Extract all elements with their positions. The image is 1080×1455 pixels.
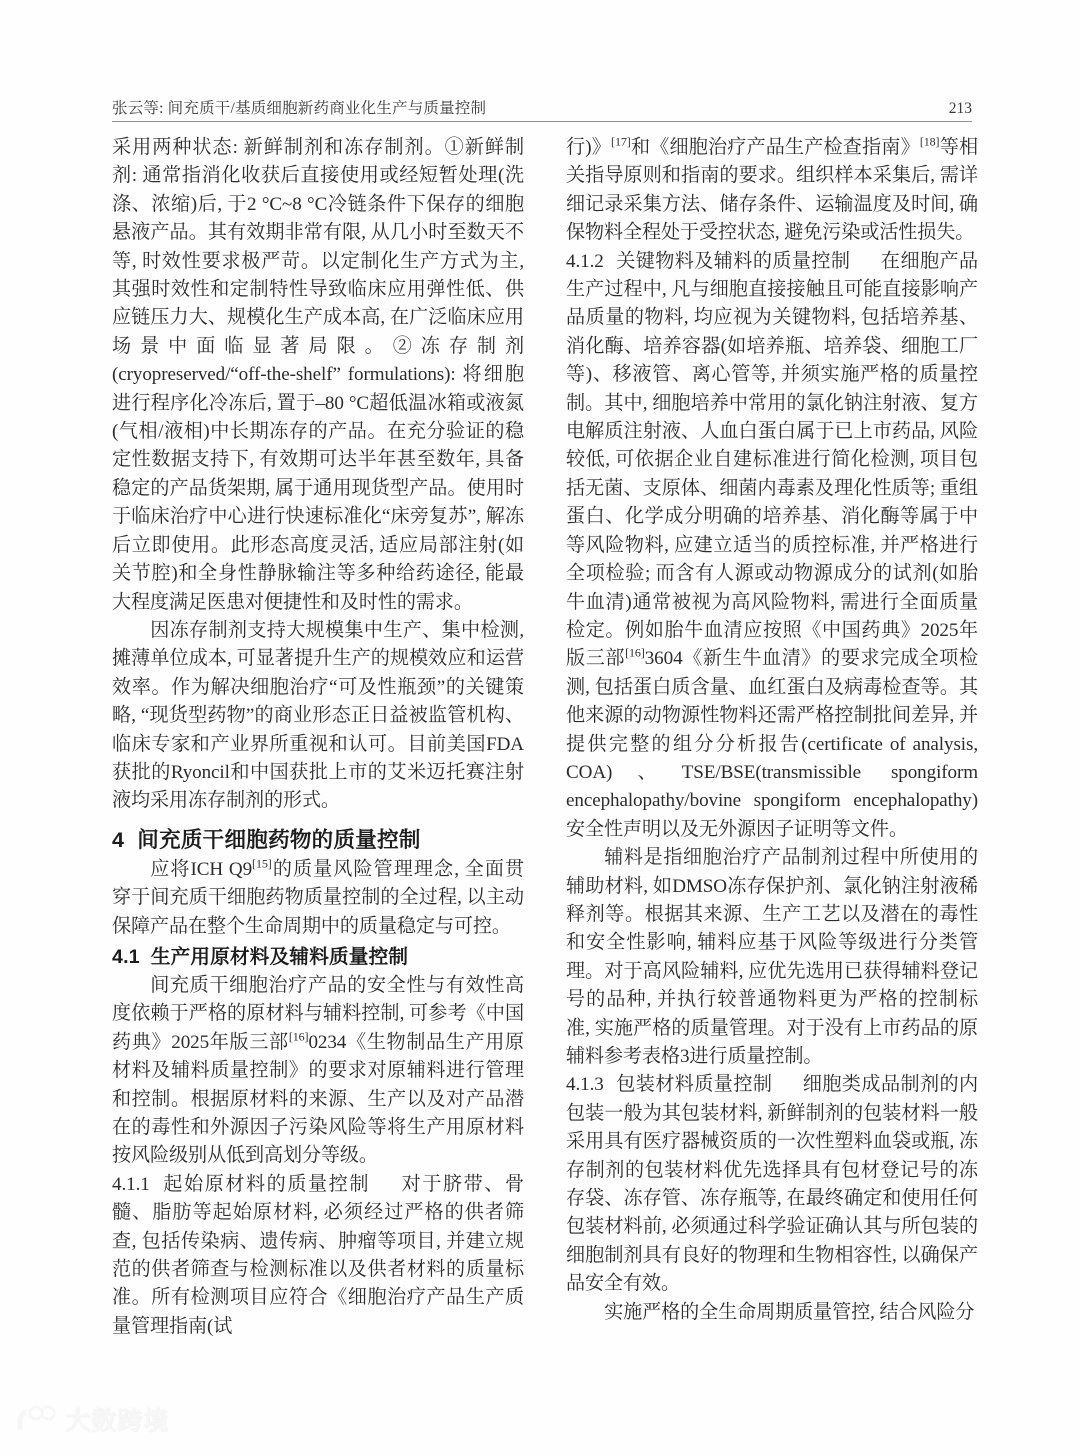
subsection-4-1-1-body: 对于脐带、骨髓、脂肪等起始原材料, 必须经过严格的供者筛查, 包括传染病、遗传病、肿瘤等项目, 并建立规范的供者筛查与检测标准以及供者材料的质量标准。所有检测项目应符合《细胞治疗产品生产质量管理指南(试 bbox=[112, 1173, 524, 1337]
subsection-4-1-2-body-cont: 3604《新生牛血清》的要求完成全项检测, 包括蛋白质含量、血红蛋白及病毒检查等。其他来源的动物源性物料还需严格控制批间差异, 并提供完整的组分分析报告(certificate of analysis, COA)、TSE/BSE(transmissible spongiform encephalopathy/bovine spongiform encephalopathy)安全性声明以及无外源因子证明等文件。 bbox=[566, 648, 979, 840]
paragraph-fresh-and-cryo-formulations: 采用两种状态: 新鲜制剂和冻存制剂。①新鲜制剂: 通常指消化收获后直接使用或经短暂处理(洗涤、浓缩)后, 于2 °C~8 °C冷链条件下保存的细胞悬液产品。其有效期非常有限, 从几小时至数天不等, 时效性要求极严苛。以定制化生产方式为主, 其强时效性和定制特性导致临床应用弹性低、供应链压力大、规模化生产成本高, 在广泛临床应用场景中面临显著局限。②冻存制剂(cryopreserved/“off-the-shelf” formulations): 将细胞进行程序化冷冻后, 置于–80 °C超低温冰箱或液氮(气相/液相)中长期冻存的产品。在充分验证的稳定性数据支持下, 有效期可达半年甚至数年, 具备稳定的产品货架期, 属于通用现货型产品。使用时于临床治疗中心进行快速标准化“床旁复苏”, 解冻后立即使用。此形态高度灵活, 适应局部注射(如关节腔)和全身性静脉输注等多种给药途径, 能最大程度满足医患对便捷性和及时性的需求。 bbox=[112, 137, 524, 613]
watermark-text: 大数跨境 bbox=[65, 1407, 170, 1435]
reference-marker-18: [18] bbox=[919, 134, 940, 149]
running-header-title: 张云等: 间充质干/基质细胞新药商业化生产与质量控制 bbox=[112, 100, 487, 117]
paragraph-lifecycle-control: 实施严格的全生命周期质量管控, 结合风险分 bbox=[604, 1301, 975, 1323]
section-heading-4-number: 4 bbox=[112, 827, 125, 852]
watermark-logo-icon bbox=[14, 1404, 56, 1434]
paragraph-ich-q9 bbox=[112, 856, 524, 941]
paragraph-raw-material-rest: 0234《生物制品生产用原材料及辅料质量控制》的要求对原辅料进行管理和控制。根据原材料的来源、生产以及对产品潜在的毒性和外源因子污染风险等将生产用原材料按风险级别从低到高划分等级。 bbox=[112, 1031, 524, 1167]
subsection-4-1-1-title: 起始原材料的质量控制 bbox=[161, 1173, 371, 1195]
paragraph-ich-q9-lead: 应将ICH Q9 bbox=[150, 858, 253, 880]
right-column bbox=[566, 134, 978, 1344]
subsection-4-1-2-title: 关键物料及辅料的质量控制 bbox=[615, 250, 851, 272]
reference-marker-17: [17] bbox=[611, 134, 631, 149]
paragraph-guidelines-continued bbox=[566, 134, 978, 248]
subsection-4-1-3 bbox=[566, 1071, 978, 1298]
paragraph-raw-material-lead: 间充质干细胞治疗产品的安全性与有效性高度依赖于严格的原材料与辅料控制, 可参考《中国药典》2025年版三部 bbox=[112, 974, 524, 1053]
subsection-4-1-2 bbox=[566, 248, 978, 845]
section-heading-4 bbox=[112, 825, 524, 855]
two-column-body bbox=[112, 134, 978, 1344]
running-header bbox=[112, 88, 972, 122]
watermark bbox=[14, 1401, 169, 1437]
subsection-4-1-3-body: 细胞类成品制剂的内包装一般为其包装材料, 新鲜制剂的包装材料一般采用具有医疗器械资质的一次性塑料血袋或瓶, 冻存制剂的包装材料优先选择具有包材登记号的冻存袋、冻存管、冻存瓶等, 在最终确定和使用任何包装材料前, 必须通过科学验证确认其与所包装的细胞制剂具有良好的物理和生物相容性, 以确保产品安全有效。 bbox=[566, 1074, 978, 1295]
subsection-4-1-1 bbox=[112, 1171, 524, 1341]
paragraph-guidelines-rest: 等相关指导原则和指南的要求。组织样本采集后, 需详细记录采集方法、储存条件、运输温度及时间, 确保物料全程处于受控状态, 避免污染或活性损失。 bbox=[566, 137, 978, 244]
section-heading-4-1-number: 4.1 bbox=[112, 945, 140, 968]
subsection-4-1-3-title: 包装材料质量控制 bbox=[615, 1074, 773, 1096]
section-heading-4-title: 间充质干细胞药物的质量控制 bbox=[137, 827, 421, 852]
reference-marker-15: [15] bbox=[252, 856, 272, 871]
section-heading-4-1 bbox=[112, 943, 524, 972]
paragraph-guidelines-mid: 和《细胞治疗产品生产检查指南》 bbox=[630, 137, 920, 158]
reference-marker-16-left: [16] bbox=[288, 1029, 309, 1044]
paragraph-cryo-advantages: 因冻存制剂支持大规模集中生产、集中检测, 摊薄单位成本, 可显著提升生产的规模效应和运营效率。作为解决细胞治疗“可及性瓶颈”的关键策略, “现货型药物”的商业形态正日益被监管机构、临床专家和产业界所重视和认可。目前美国FDA获批的Ryoncil和中国获批上市的艾米迈托赛注射液均采用冻存制剂的形式。 bbox=[112, 619, 524, 812]
subsection-4-1-2-number: 4.1.2 bbox=[566, 250, 604, 272]
paragraph-excipients: 辅料是指细胞治疗产品制剂过程中所使用的辅助材料, 如DMSO冻存保护剂、氯化钠注射液稀释剂等。根据其来源、生产工艺以及潜在的毒性和安全性影响, 辅料应基于风险等级进行分类管理。对于高风险辅料, 应优先选用已获得辅料登记号的品种, 并执行较普通物料更为严格的控制标准, 实施严格的质量管理。对于没有上市药品的原辅料参考表格3进行质量控制。 bbox=[566, 847, 978, 1067]
paragraph-guidelines-lead: 行)》 bbox=[566, 137, 612, 158]
page-number: 213 bbox=[948, 100, 972, 117]
subsection-4-1-2-body: 在细胞产品生产过程中, 凡与细胞直接接触且可能直接影响产品质量的物料, 均应视为关键物料, 包括培养基、消化酶、培养容器(如培养瓶、培养袋、细胞工厂等)、移液管、离心管等, 并须实施严格的质量控制。其中, 细胞培养中常用的氯化钠注射液、复方电解质注射液、人血白蛋白属于已上市药品, 风险较低, 可依据企业自建标准进行简化检测, 项目包括无菌、支原体、细菌内毒素及理化性质等; 重组蛋白、化学成分明确的培养基、消化酶等属于中等风险物料, 应建立适当的质控标准, 并严格进行全项检验; 而含有人源或动物源成分的试剂(如胎牛血清)通常被视为高风险物料, 需进行全面质量检定。例如胎牛血清应按照《中国药典》2025年版三部 bbox=[566, 250, 978, 670]
left-column bbox=[112, 134, 524, 1344]
subsection-4-1-3-number: 4.1.3 bbox=[566, 1074, 604, 1096]
paragraph-ich-q9-rest: 的质量风险管理理念, 全面贯穿于间充质干细胞药物质量控制的全过程, 以主动保障产品在整个生命周期中的质量稳定与可控。 bbox=[112, 858, 524, 937]
paragraph-raw-material-control bbox=[112, 972, 524, 1171]
subsection-4-1-1-number: 4.1.1 bbox=[112, 1173, 150, 1195]
section-heading-4-1-title: 生产用原材料及辅料质量控制 bbox=[150, 945, 409, 968]
reference-marker-16-right: [16] bbox=[625, 645, 645, 660]
